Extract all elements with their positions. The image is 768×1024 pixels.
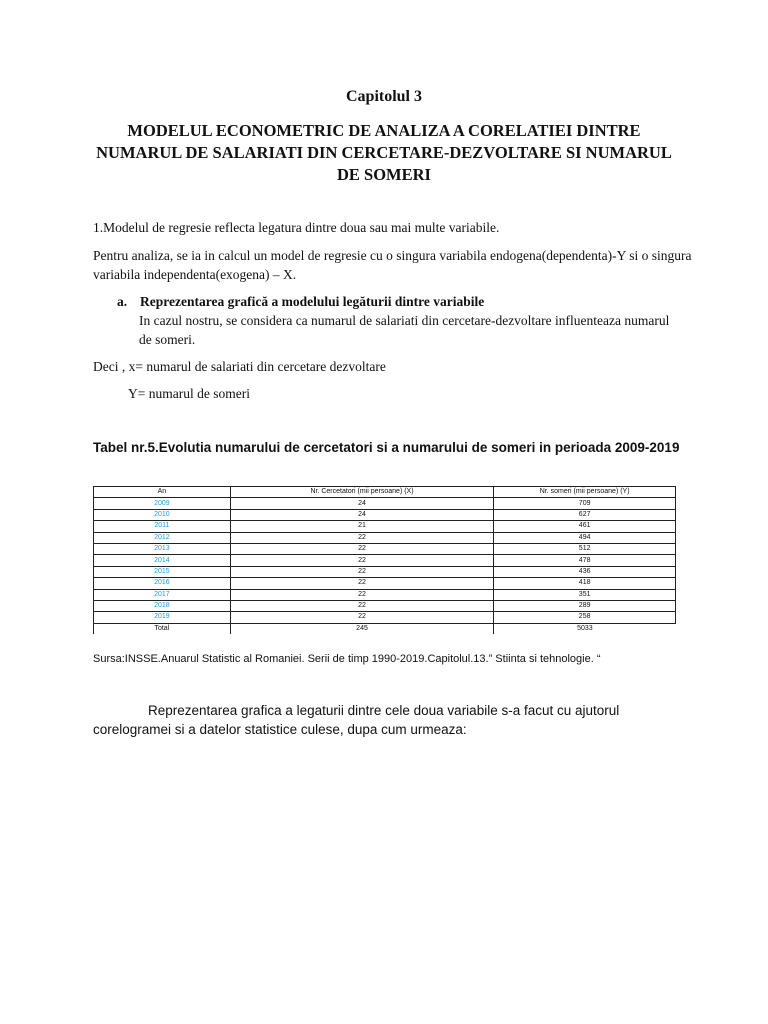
cell-unemployed: 461 <box>494 521 676 532</box>
cell-year: 2013 <box>94 543 231 554</box>
list-item-heading: Reprezentarea grafică a modelului legăturii dintre variabile <box>140 294 485 309</box>
cell-researchers: 22 <box>230 555 494 566</box>
cell-researchers: 21 <box>230 521 494 532</box>
cell-unemployed: 258 <box>494 612 676 623</box>
cell-unemployed: 351 <box>494 589 676 600</box>
table-row <box>94 612 676 623</box>
data-table <box>93 486 676 634</box>
cell-unemployed: 627 <box>494 509 676 520</box>
table-row <box>94 566 676 577</box>
paragraph-5-text: Reprezentarea grafica a legaturii dintre cele doua variabile s-a facut cu ajutorul corelogramei si a datelor statistice culese, dupa cum urmeaza: <box>93 703 620 737</box>
cell-year: 2010 <box>94 509 231 520</box>
cell-unemployed: 494 <box>494 532 676 543</box>
chapter-title: MODELUL ECONOMETRIC DE ANALIZA A CORELATIEI DINTRE NUMARUL DE SALARIATI DIN CERCETARE-DEZVOLTARE SI NUMARUL DE SOMERI <box>96 121 672 184</box>
cell-year: 2016 <box>94 578 231 589</box>
cell-researchers: 22 <box>230 543 494 554</box>
paragraph-5 <box>93 701 653 739</box>
column-header-year: An <box>94 487 231 498</box>
table-total-row <box>94 623 676 634</box>
cell-researchers: 22 <box>230 578 494 589</box>
list-marker: a. <box>117 294 128 309</box>
table-row <box>94 509 676 520</box>
column-header-unemployed: Nr. someri (mii persoane) (Y) <box>494 487 676 498</box>
cell-total-researchers: 245 <box>230 623 494 634</box>
cell-unemployed: 709 <box>494 498 676 509</box>
cell-researchers: 24 <box>230 509 494 520</box>
cell-total-label: Total <box>94 623 231 634</box>
table-row <box>94 532 676 543</box>
cell-year: 2017 <box>94 589 231 600</box>
cell-unemployed: 436 <box>494 566 676 577</box>
cell-researchers: 24 <box>230 498 494 509</box>
table-row <box>94 543 676 554</box>
list-item-body: In cazul nostru, se considera ca numarul de salariati din cercetare-dezvoltare influenteaza numarul de someri. <box>139 313 670 347</box>
cell-unemployed: 478 <box>494 555 676 566</box>
paragraph-1: 1.Modelul de regresie reflecta legatura dintre doua sau mai multe variabile. <box>93 220 500 235</box>
table-caption: Tabel nr.5.Evolutia numarului de cercetatori si a numarului de someri in perioada 2009-2019 <box>93 440 680 455</box>
list-item <box>117 292 677 349</box>
cell-year: 2018 <box>94 600 231 611</box>
cell-year: 2014 <box>94 555 231 566</box>
paragraph-3: Deci , x= numarul de salariati din cercetare dezvoltare <box>93 359 386 374</box>
paragraph-2: Pentru analiza, se ia in calcul un model de regresie cu o singura variabila endogena(dependenta)-Y si o singura variabila independenta(exogena) – X. <box>93 248 692 282</box>
table-row <box>94 498 676 509</box>
cell-researchers: 22 <box>230 600 494 611</box>
table-row <box>94 555 676 566</box>
table-row <box>94 521 676 532</box>
cell-unemployed: 289 <box>494 600 676 611</box>
cell-unemployed: 512 <box>494 543 676 554</box>
cell-year: 2015 <box>94 566 231 577</box>
cell-year: 2019 <box>94 612 231 623</box>
cell-researchers: 22 <box>230 566 494 577</box>
cell-year: 2009 <box>94 498 231 509</box>
cell-researchers: 22 <box>230 589 494 600</box>
table-header-row <box>94 487 676 498</box>
cell-unemployed: 418 <box>494 578 676 589</box>
cell-year: 2012 <box>94 532 231 543</box>
table-row <box>94 578 676 589</box>
table-row <box>94 600 676 611</box>
chapter-heading: Capitolul 3 <box>345 88 422 105</box>
cell-year: 2011 <box>94 521 231 532</box>
cell-total-unemployed: 5033 <box>494 623 676 634</box>
paragraph-4: Y= numarul de someri <box>128 386 250 401</box>
cell-researchers: 22 <box>230 612 494 623</box>
source-note: Sursa:INSSE.Anuarul Statistic al Romaniei. Serii de timp 1990-2019.Capitolul.13.” Stiinta si tehnologie. “ <box>93 653 601 665</box>
cell-researchers: 22 <box>230 532 494 543</box>
table-row <box>94 589 676 600</box>
column-header-researchers: Nr. Cercetatori (mii persoane) (X) <box>230 487 494 498</box>
